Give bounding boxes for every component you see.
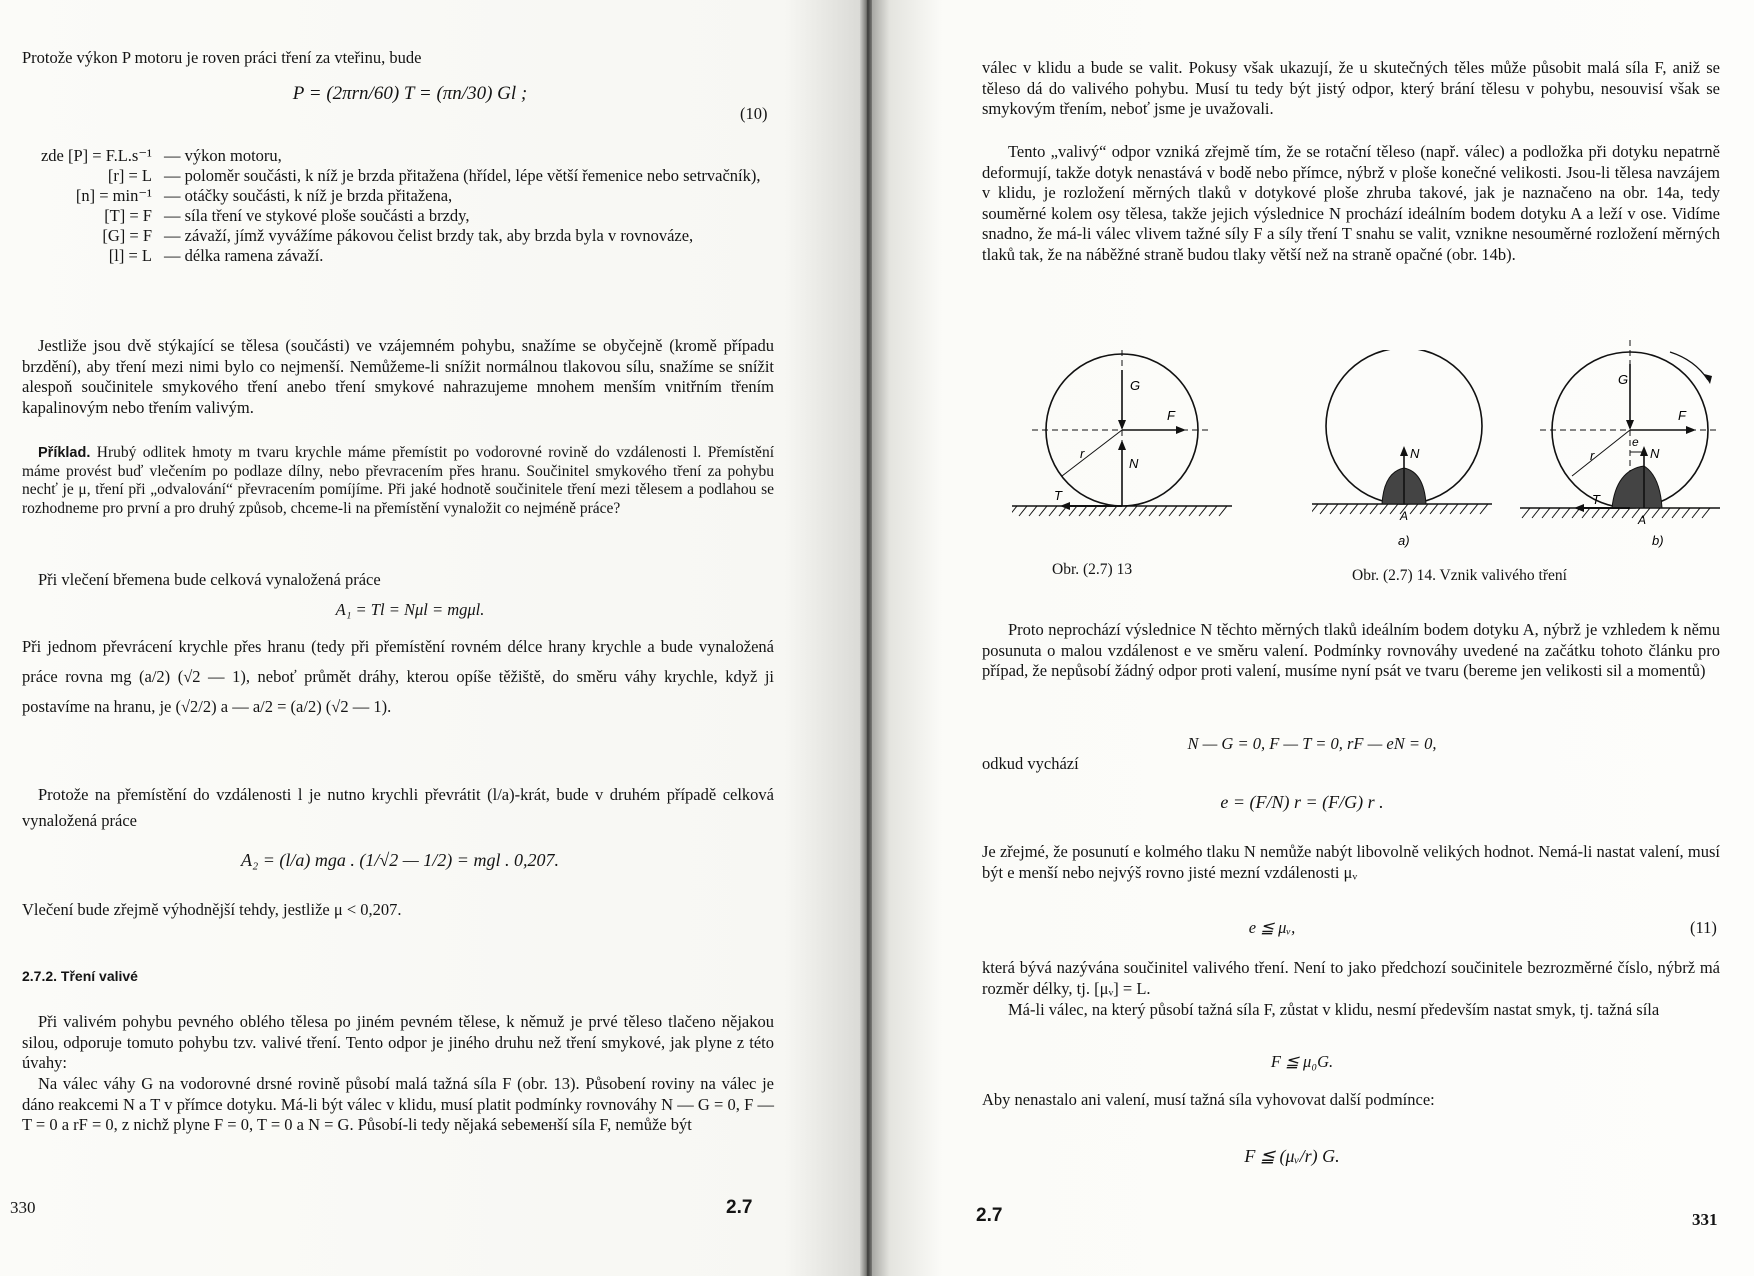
section-marker-right: 2.7 — [976, 1205, 1003, 1226]
label-N: N — [1129, 456, 1139, 471]
label-F: F — [1678, 408, 1686, 423]
def-key: [G] = F — [102, 226, 152, 245]
label-N: N — [1650, 446, 1660, 461]
paragraph-jezrejme: Je zřejmé, že posunutí e kolmého tlaku N nemůže nabýt libovolně velikých hodnot. Nemá-li nastat valení, musí být e menší nebo nejvýš rovno jisté mezní vzdálenosti μᵥ — [982, 842, 1720, 882]
example-label: Příklad. — [38, 445, 91, 461]
paragraph-valivem: Při valivém pohybu pevného oblého tělesa po jiném pevném tělese, k němuž je prvé těleso tlačeno nějakou silou, odporuje tomuto pohybu tzv. valivé tření. Tento odpor je jiného druhu než tření smykové, jak plyne z této úvahy: — [22, 1012, 774, 1072]
equation-e: e = (F/N) r = (F/G) r . — [1220, 792, 1384, 812]
symbol-definitions — [22, 146, 782, 266]
def-key: [T] = F — [104, 206, 152, 225]
label-G: G — [1618, 372, 1629, 387]
example-text: Hrubý odlitek hmoty m tvaru krychle máme přemístit po vodorovné rovině do vzdálenosti l. Přemístění máme provést buď vlečením po podlaze dílny, nebo převracením přes hranu. Součinitel smykového tření za pohybu nechť je μ, tření při „odvalování“ převracením pomíjíme. Při jaké hodnotě součinitele tření mezi tělesem a podlahou se rozhodneme pro první a pro druhý způsob, chceme-li na přemístění vynaložit co nejméně práce? — [22, 444, 774, 517]
equation-11: e ≦ μᵥ, — [1248, 918, 1296, 937]
figure-14a — [1312, 350, 1512, 560]
page-number-right: 331 — [1692, 1210, 1718, 1229]
def-desc: — výkon motoru, — [164, 146, 282, 165]
caption-figure-14: Obr. (2.7) 14. Vznik valivého tření — [1352, 567, 1567, 584]
equation-10: P = (2πrn/60) T = (πn/30) Gl ; — [292, 83, 528, 104]
equation-equilibrium: N — G = 0, F — T = 0, rF — eN = 0, — [1187, 734, 1437, 753]
paragraph-vleceni: Při vlečení břemena bude celková vynaložená práce — [38, 570, 381, 589]
label-F: F — [1167, 408, 1175, 423]
figure-13 — [1012, 340, 1252, 530]
paragraph-odkud: odkud vychází — [982, 754, 1079, 773]
def-desc: — délka ramena závaží. — [164, 246, 324, 265]
section-marker-left: 2.7 — [726, 1197, 753, 1218]
page-number-left: 330 — [10, 1198, 36, 1217]
def-key: zde [P] = F.L.s⁻¹ — [40, 146, 152, 165]
label-G: G — [1130, 378, 1141, 393]
paragraph-ktera: která bývá nazývána součinitel valivého tření. Není to jako předchozí součinitele bezrozměrné číslo, nýbrž má rozměr délky, tj. [μᵥ] = L. — [982, 958, 1720, 998]
example-paragraph — [22, 444, 774, 518]
paragraph-navalec: Na válec váhy G na vodorovné drsné rovině působí malá tažná síla F (obr. 13). Působení roviny na válec je dáno reakcemi N a T v přímce dotyku. Má-li být válec v klidu, musí platit podmínky rovnováhy N — G = 0, F — T = 0 a rF = 0, z nichž plyne F = 0, T = 0 a N = G. Působí-li tedy nějaká sebeменší síla F, nemůže být — [22, 1074, 774, 1134]
equation-a1: A₁ = Tl = Nμl = mgμl. — [335, 600, 485, 619]
label-r: r — [1080, 446, 1085, 461]
label-b: b) — [1652, 533, 1664, 548]
def-desc: — otáčky součásti, k níž je brzda přitažena, — [164, 186, 453, 205]
paragraph-prevraceni: Při jednom převrácení krychle přes hranu (tedy při přemístění rovném délce hrany krychle a bude vynaložená práce rovna mg (a/2) (√2 — 1), neboť průmět dráhy, kterou opíše těžiště, do směru váhy krychle, když ji postavíme na hranu, je (√2/2) a — a/2 = (a/2) (√2 — 1). — [22, 637, 774, 716]
def-key: [n] = min⁻¹ — [75, 186, 152, 205]
equation-a2: A₂ = (l/a) mga . (1/√2 — 1/2) = mgl . 0,207. — [241, 850, 559, 870]
def-key: [l] = L — [108, 246, 152, 265]
label-a: a) — [1398, 533, 1410, 548]
label-e: e — [1632, 435, 1639, 449]
label-A: A — [1638, 513, 1647, 527]
equation-f1: F ≦ μ₀G. — [1270, 1052, 1334, 1071]
label-A: A — [1400, 509, 1409, 523]
paragraph-mali: Má-li válec, na který působí tažná síla F, zůstat v klidu, nesmí především nastat smyk, tj. tažná síla — [1008, 1000, 1660, 1019]
section-heading: 2.7.2. Tření valivé — [22, 968, 138, 984]
paragraph-proto: Proto neprochází výslednice N těchto měrných tlaků ideálním bodem dotyku A, nýbrž je vzhledem k němu posunuta o malou vzdálenost e ve směru valení. Podmínky rovnováhy uvedené na začátku tohoto článku pro případ, že nepůsobí žádný odpor proti valení, musíme nyní psát ve tvaru (bereme jen velikosti sil a momentů) — [982, 620, 1720, 680]
def-desc: — poloměr součásti, k níž je brzda přitažena (hřídel, lépe větší řemenice nebo setrvačník), — [164, 166, 761, 185]
def-desc: — závaží, jímž vyvážíme pákovou čelist brzdy tak, aby brzda byla v rovnováze, — [164, 226, 694, 245]
paragraph-continuation: válec v klidu a bude se valit. Pokusy však ukazují, že u skutečných těles může působit malá síla F, aniž se těleso dá do valivého pohybu. Musí tu tedy být jistý odpor, který brání tělesu v pohybu, nesouvisí však se smykovým třením, neboť jsme je uvažovali. — [982, 58, 1720, 118]
paragraph-tento: Tento „valivý“ odpor vzniká zřejmě tím, že se rotační těleso (např. válec) a podložka při dotyku nepatrně deformují, takže dotyk nenastává v bodě nebo přímce, nýbrž v ploše konečné velikosti. Jsou-li tělesa navzájem v klidu, je rozložení měrných tlaků v dotykové ploše zhruba takové, jak je naznačeno na obr. 14a, tedy souměrné kolem osy tělesa, takže jejich výslednice N prochází ideálním bodem dotyku A a leží v ose. Vidíme snadno, že má-li válec vlivem tažné síly F a síly tření T snahu se valit, vznikne nesouměrné rozložení měrných tlaků tak, že na náběžné straně budou tlaky větší než na straně opačné (obr. 14b). — [982, 142, 1720, 264]
label-r: r — [1590, 448, 1595, 463]
equation-11-number: (11) — [1690, 918, 1717, 937]
paragraph-zrejme: Vlečení bude zřejmě výhodnější tehdy, jestliže μ < 0,207. — [22, 900, 402, 919]
caption-figure-13: Obr. (2.7) 13 — [1052, 561, 1133, 578]
label-T: T — [1054, 488, 1062, 503]
paragraph-jestlize: Jestliže jsou dvě stýkající se tělesa (součásti) ve vzájemném pohybu, snažíme se obyčejně (kromě případu brzdění), aby tření mezi nimi bylo co nejmenší. Nemůžeme-li snížit normálnou tlakovou sílu, snažíme se snížit alespoň součinitele smykového tření anebo tření smykové nahrazujeme mnohem menším vnitřním třením kapalinovým nebo třením valivým. — [22, 336, 774, 417]
intro-paragraph: Protože výkon P motoru je roven práci tření za vteřinu, bude — [22, 48, 422, 67]
equation-f2: F ≦ (μᵥ/r) G. — [1244, 1146, 1340, 1166]
left-page — [0, 0, 872, 1276]
equation-10-number: (10) — [740, 104, 768, 123]
paragraph-protoze: Protože na přemístění do vzdálenosti l je nutno krychli převrátit (l/a)-krát, bude v druhém případě celková vynaložená práce — [22, 785, 774, 830]
right-page — [872, 0, 1754, 1276]
def-desc: — síla tření ve stykové ploše součásti a brzdy, — [164, 206, 470, 225]
label-N: N — [1410, 446, 1420, 461]
paragraph-aby: Aby nenastalo ani valení, musí tažná síla vyhovovat další podmínce: — [982, 1090, 1435, 1109]
label-T: T — [1592, 492, 1600, 507]
def-key: [r] = L — [107, 166, 152, 185]
figure-14b — [1520, 340, 1740, 560]
